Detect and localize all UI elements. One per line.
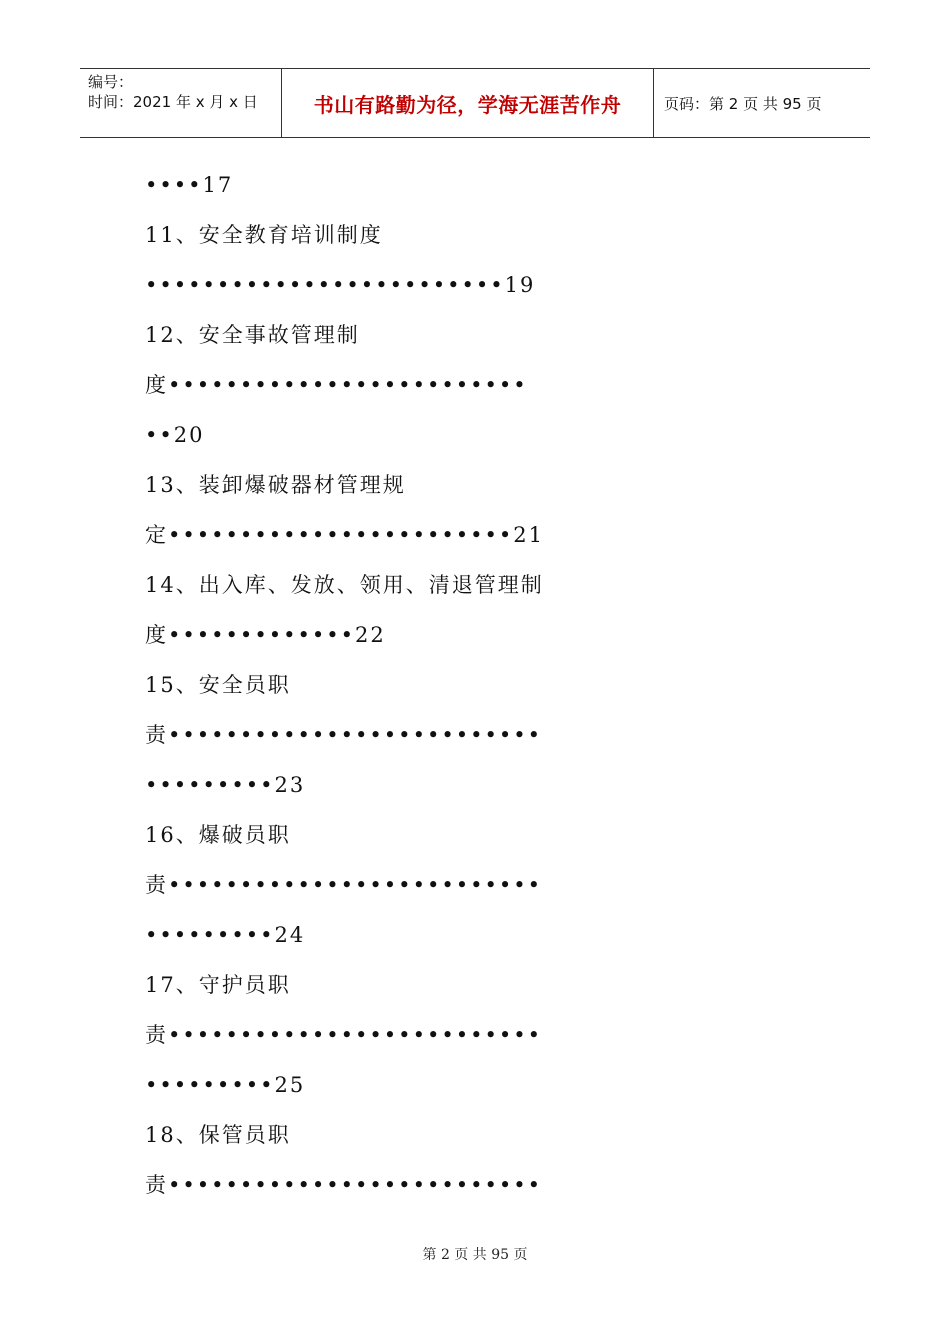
page-footer: 第 2 页 共 95 页 (422, 1247, 528, 1263)
toc-line: 定••••••••••••••••••••••••21 (145, 523, 545, 547)
toc-line: 度•••••••••••••22 (145, 623, 386, 647)
toc-line: 责•••••••••••••••••••••••••• (145, 723, 543, 747)
toc-entry-15: 15、安全员职 (145, 673, 291, 697)
toc-entry-13: 13、装卸爆破器材管理规 (145, 473, 406, 497)
toc-entry-17: 17、守护员职 (145, 973, 291, 997)
toc-line: ••••17 (145, 173, 234, 197)
toc-line: 责•••••••••••••••••••••••••• (145, 1173, 543, 1197)
toc-entry-11: 11、安全教育培训制度 (145, 223, 383, 247)
header-motto: 书山有路勤为径，学海无涯苦作舟 (282, 69, 654, 137)
toc-line: •••••••••24 (145, 923, 306, 947)
toc-entry-14: 14、出入库、发放、领用、清退管理制 (145, 573, 544, 597)
toc-line: •••••••••23 (145, 773, 306, 797)
header-meta (80, 69, 282, 137)
header-page-info: 页码：第 2 页 共 95 页 (664, 94, 822, 113)
toc-entry-16: 16、爆破员职 (145, 823, 291, 847)
toc-line: 度••••••••••••••••••••••••• (145, 373, 528, 397)
toc-entry-12: 12、安全事故管理制 (145, 323, 360, 347)
toc-entry-18: 18、保管员职 (145, 1123, 291, 1147)
toc-line: 责•••••••••••••••••••••••••• (145, 873, 543, 897)
toc-line: ••20 (145, 423, 205, 447)
toc-line: 责•••••••••••••••••••••••••• (145, 1023, 543, 1047)
page-header (80, 68, 870, 138)
toc-line: •••••••••••••••••••••••••19 (145, 273, 536, 297)
document-date: 时间：2021 年 x 月 x 日 (88, 93, 258, 111)
toc-line: •••••••••25 (145, 1073, 306, 1097)
document-number: 编号： (88, 73, 134, 91)
